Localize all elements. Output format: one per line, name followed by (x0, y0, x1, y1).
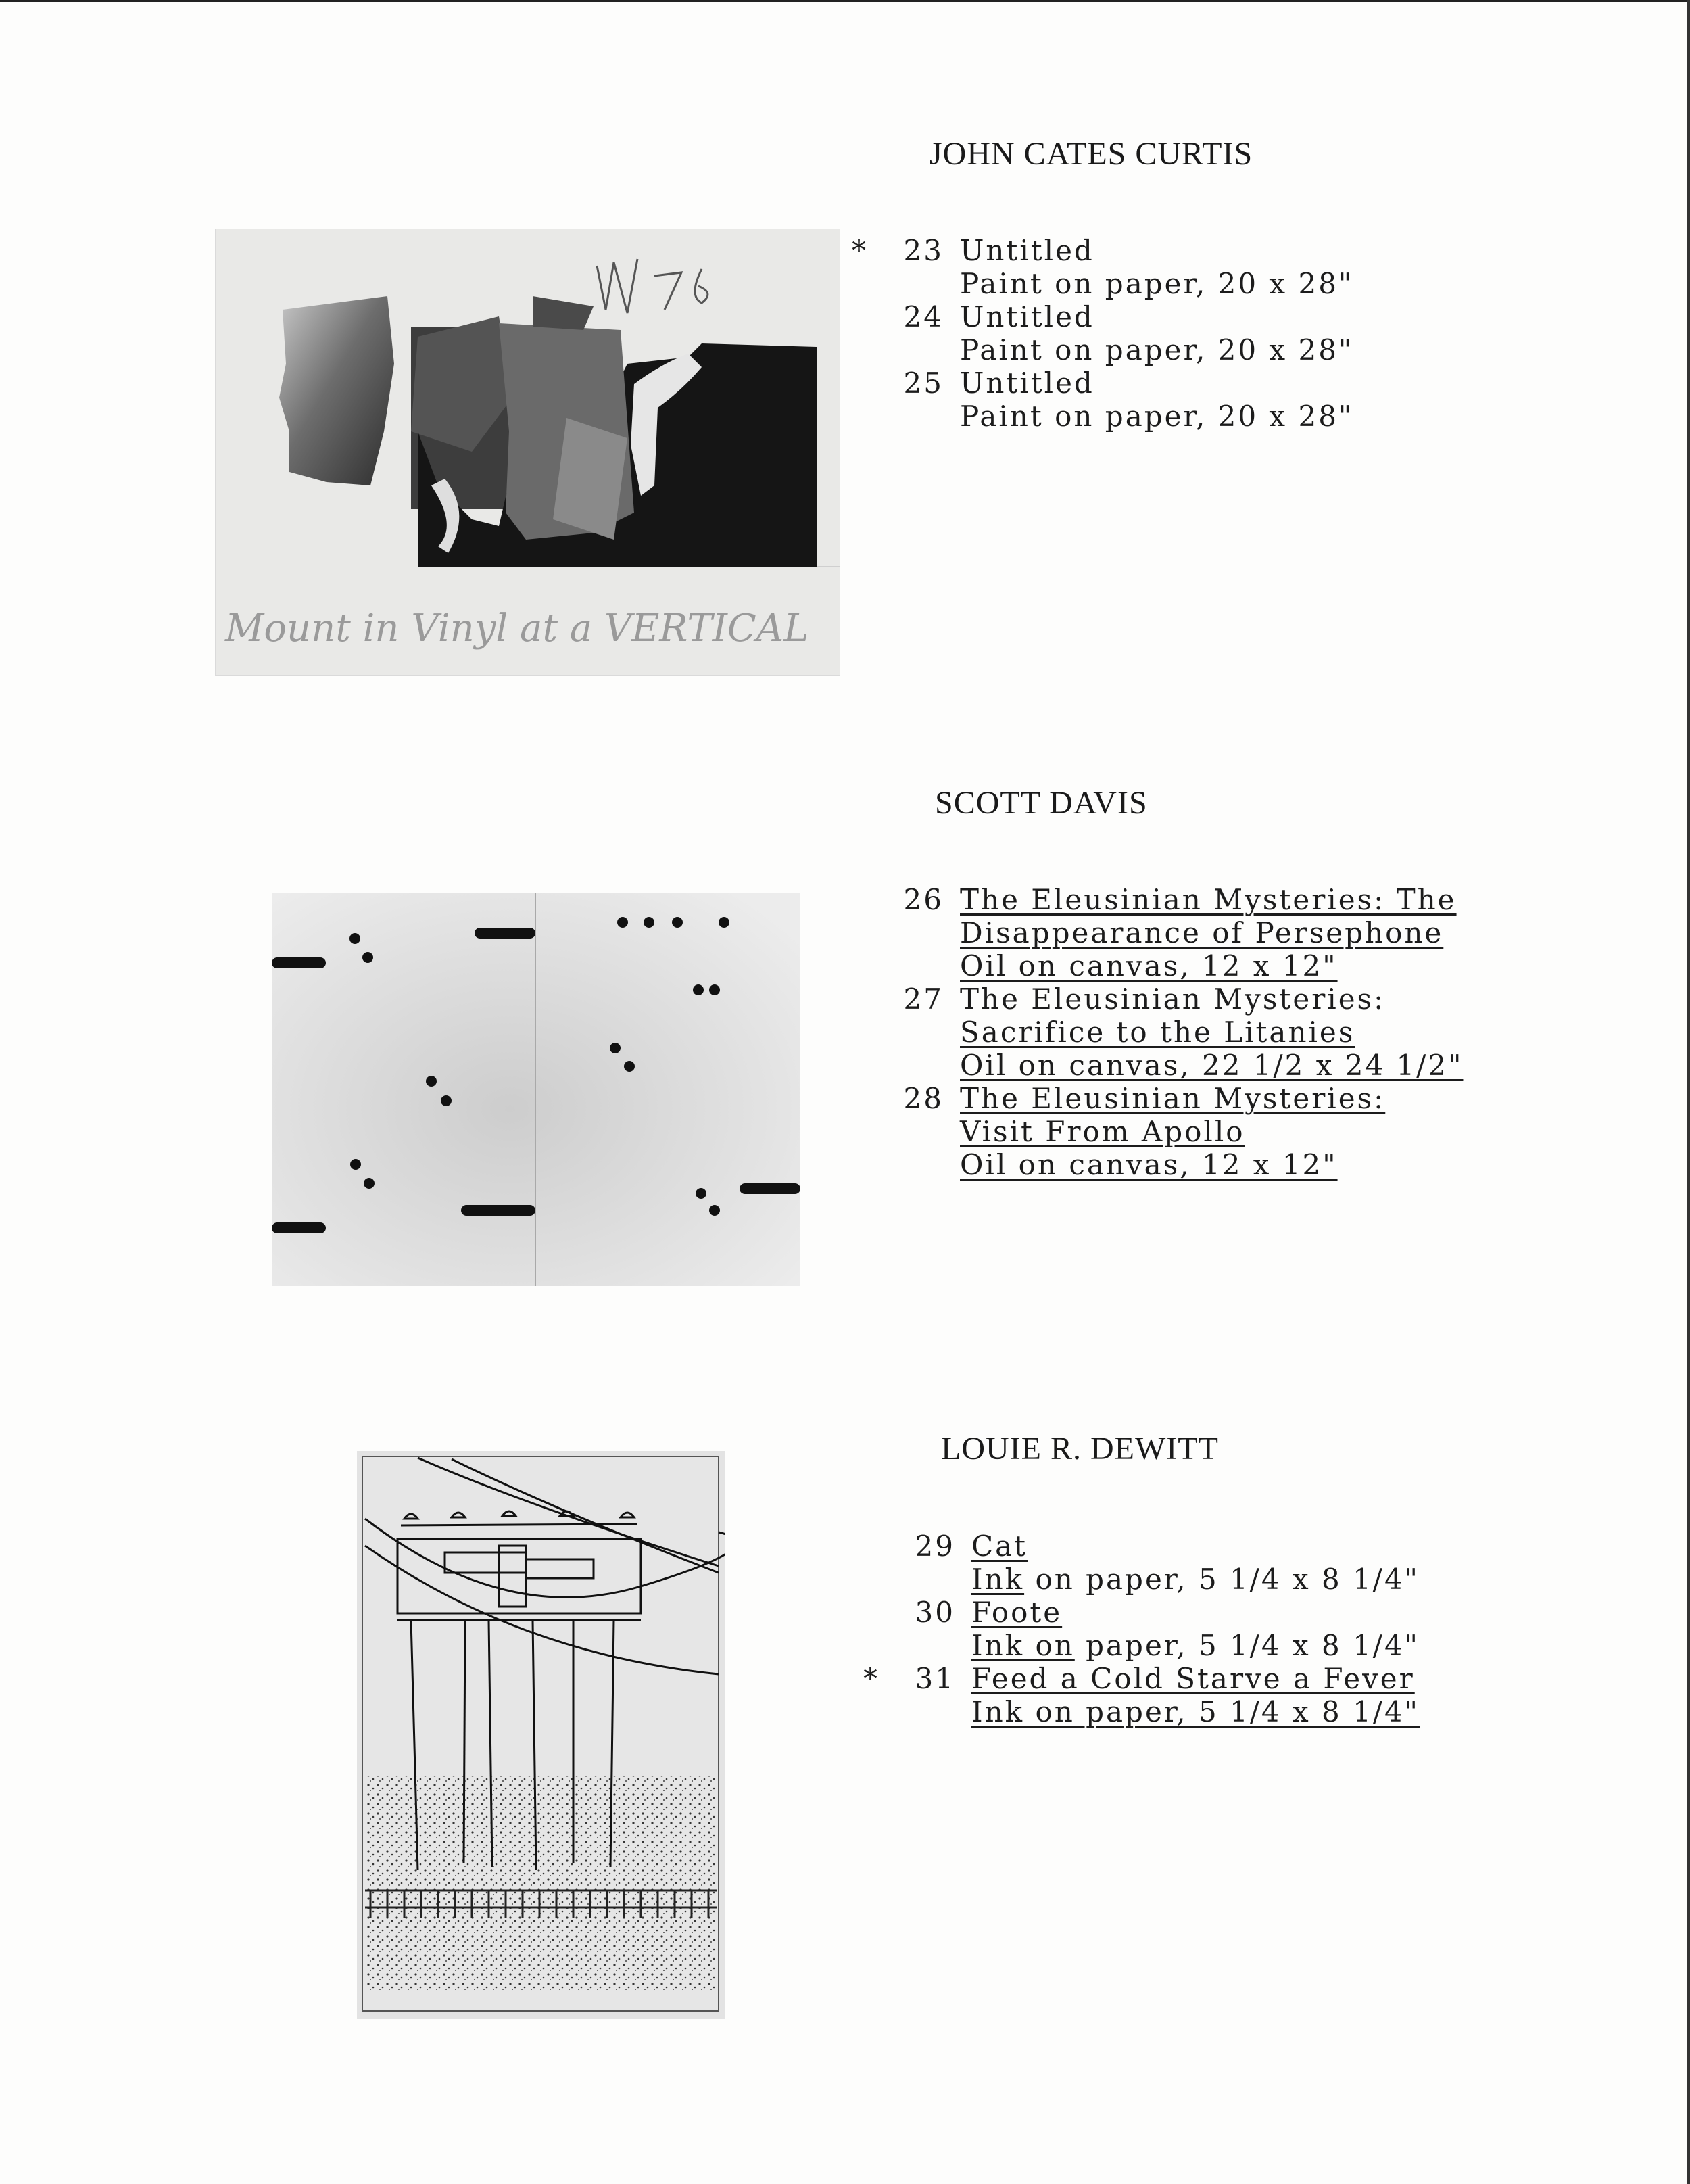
entry-number: 31 (915, 1662, 955, 1695)
entry-title-line: Sacrifice to the Litanies (960, 1016, 1355, 1049)
entry-number: 27 (903, 982, 944, 1016)
entry-row (904, 1529, 1420, 1596)
entry-title-line: The Eleusinian Mysteries: (960, 982, 1386, 1016)
featured-marker: * (852, 234, 868, 267)
entry-title-line: Disappearance of Persephone (960, 916, 1444, 949)
entry-number: 26 (903, 883, 944, 916)
page-right-edge (1687, 0, 1690, 2184)
artist-name-davis: SCOTT DAVIS (935, 785, 1148, 821)
entry-number: 29 (915, 1529, 955, 1563)
entry-title: Cat (971, 1529, 1028, 1563)
artist-name-dewitt: LOUIE R. DEWITT (941, 1431, 1219, 1467)
entry-row (892, 982, 1463, 1082)
annotation-top: M 76 (607, 268, 611, 270)
entry-title-line: The Eleusinian Mysteries: The (960, 883, 1457, 916)
page-top-edge (0, 0, 1690, 2)
entry-row (892, 300, 1353, 366)
artwork-dewitt-drawing (357, 1451, 725, 2019)
entry-row (852, 234, 1354, 300)
artwork-curtis-collage (215, 229, 840, 676)
featured-marker: * (863, 1662, 879, 1695)
entry-medium-b: on paper, 5 1/4 x 8 1/4" (1024, 1563, 1420, 1596)
entry-medium: Paint on paper, 20 x 28" (960, 400, 1354, 433)
entry-medium: Paint on paper, 20 x 28" (960, 267, 1354, 300)
entry-number: 24 (903, 300, 944, 333)
entry-title: Feed a Cold Starve a Fever (971, 1662, 1415, 1695)
entry-title: Untitled (960, 300, 1094, 333)
entry-medium: Oil on canvas, 12 x 12" (960, 949, 1338, 982)
annotation-bottom: Mount in Vinyl at a VERTICAL (225, 607, 809, 650)
entry-number: 30 (915, 1596, 955, 1629)
entry-title-line: The Eleusinian Mysteries: (960, 1082, 1386, 1115)
entry-number: 28 (903, 1082, 944, 1115)
artwork-davis-painting (272, 893, 800, 1286)
entry-medium-a: Ink on paper, 5 1/4 x 8 1/4" (971, 1695, 1420, 1728)
entries-davis (892, 883, 1463, 1181)
entry-medium-a: Ink on (971, 1629, 1075, 1662)
entries-curtis (852, 234, 1354, 433)
entry-number: 25 (903, 366, 944, 400)
entry-medium-b: paper, 5 1/4 x 8 1/4" (1074, 1629, 1420, 1662)
artist-name-curtis: JOHN CATES CURTIS (930, 136, 1253, 172)
entry-number: 23 (903, 234, 944, 267)
entry-title: Untitled (960, 234, 1094, 267)
entry-row (863, 1662, 1420, 1728)
entry-medium: Paint on paper, 20 x 28" (960, 333, 1354, 366)
entry-row (892, 366, 1353, 433)
entry-title: Untitled (960, 366, 1094, 400)
entry-row (892, 883, 1463, 982)
entry-row (892, 1082, 1463, 1181)
entry-medium: Oil on canvas, 22 1/2 x 24 1/2" (960, 1049, 1464, 1082)
entry-title: Foote (971, 1596, 1063, 1629)
entry-medium-a: Ink (971, 1563, 1025, 1596)
entries-dewitt (863, 1529, 1420, 1728)
entry-medium: Oil on canvas, 12 x 12" (960, 1148, 1338, 1181)
entry-row (904, 1596, 1420, 1662)
entry-title-line: Visit From Apollo (960, 1115, 1245, 1148)
